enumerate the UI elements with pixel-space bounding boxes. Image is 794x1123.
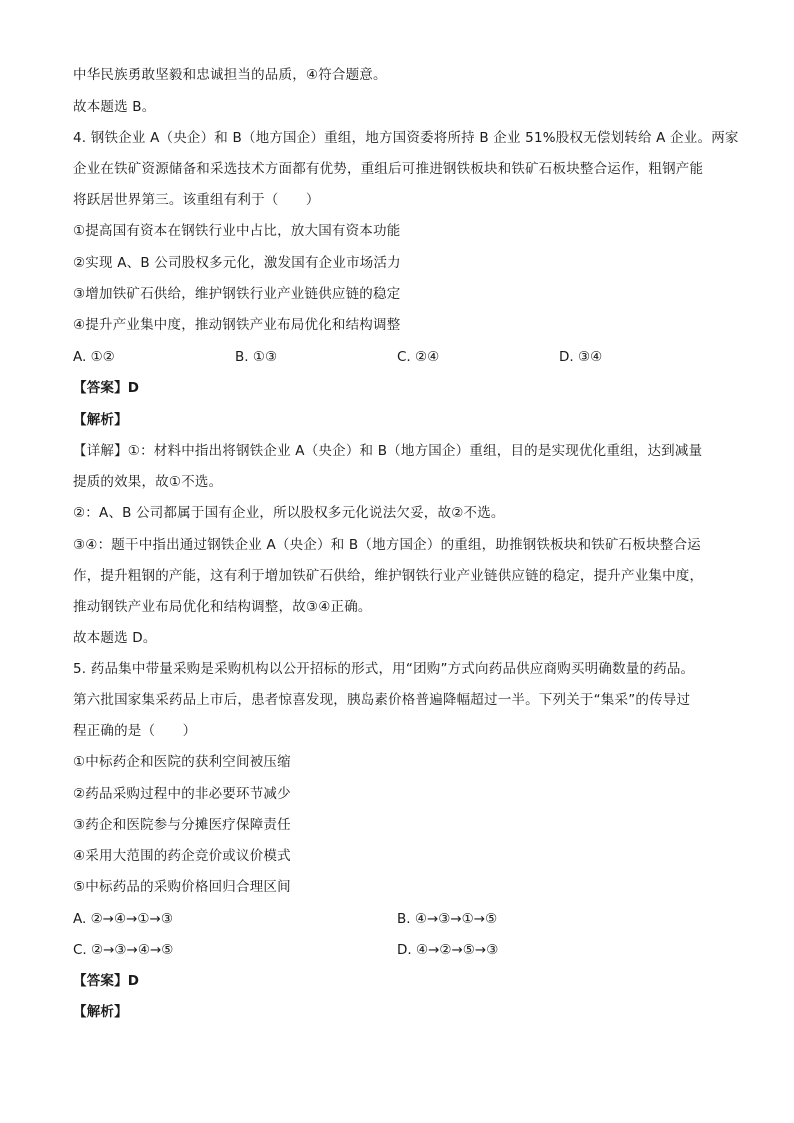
q4-detail-line-7: 故本题选 D。	[73, 630, 157, 646]
q5-option-a: A. ②→④→①→③	[73, 911, 173, 927]
q4-option-d: D. ③④	[559, 349, 603, 365]
q4-detail-line-4: ③④：题干中指出通过钢铁企业 A（央企）和 B（地方国企）的重组，助推钢铁板块和铁矿石板块整合运	[73, 537, 701, 553]
q4-detail-line-1: 【详解】①：材料中指出将钢铁企业 A（央企）和 B（地方国企）重组，目的是实现优化重组，达到减量	[73, 443, 703, 459]
q4-answer: 【答案】D	[73, 380, 140, 396]
top-line-1: 中华民族勇敢坚毅和忠诚担当的品质，④符合题意。	[73, 67, 387, 83]
q5-item-2: ②药品采购过程中的非必要环节减少	[73, 786, 291, 802]
q4-option-b: B. ①③	[235, 349, 278, 365]
q5-item-1: ①中标药企和医院的获利空间被压缩	[73, 754, 291, 770]
q4-detail-line-2: 提质的效果，故①不选。	[73, 474, 223, 490]
q4-analysis-label: 【解析】	[73, 412, 128, 428]
q4-item-2: ②实现 A、B 公司股权多元化，激发国有企业市场活力	[73, 255, 401, 271]
q4-stem-line-1: 4. 钢铁企业 A（央企）和 B（地方国企）重组，地方国资委将所持 B 企业 51%股权无偿划转给 A 企业。两家	[73, 130, 739, 146]
top-line-2: 故本题选 B。	[73, 99, 156, 115]
q5-option-d: D. ④→②→⑤→③	[397, 942, 499, 958]
q4-detail-line-5: 作，提升粗钢的产能，这有利于增加铁矿石供给，维护钢铁行业产业链供应链的稳定，提升产业集中度，	[73, 568, 704, 584]
q5-stem-line-2: 第六批国家集采药品上市后，患者惊喜发现，胰岛素价格普遍降幅超过一半。下列关于“集采”的传导过	[73, 692, 691, 708]
q4-detail-line-6: 推动钢铁产业布局优化和结构调整，故③④正确。	[73, 599, 372, 615]
q5-stem-line-3: 程正确的是（ ）	[73, 723, 197, 739]
q5-item-5: ⑤中标药品的采购价格回归合理区间	[73, 879, 291, 895]
q4-item-1: ①提高国有资本在钢铁行业中占比，放大国有资本功能	[73, 223, 401, 239]
q4-stem-line-2: 企业在铁矿资源储备和采选技术方面都有优势，重组后可推进钢铁板块和铁矿石板块整合运作，粗钢产能	[73, 161, 704, 177]
q4-detail-line-3: ②：A、B 公司都属于国有企业，所以股权多元化说法欠妥，故②不选。	[73, 505, 505, 521]
q5-option-c: C. ②→③→④→⑤	[73, 942, 174, 958]
q5-answer: 【答案】D	[73, 973, 140, 989]
q5-analysis-label: 【解析】	[73, 1004, 128, 1020]
q4-item-4: ④提升产业集中度，推动钢铁产业布局优化和结构调整	[73, 317, 401, 333]
q5-item-3: ③药企和医院参与分摊医疗保障责任	[73, 817, 291, 833]
q4-item-3: ③增加铁矿石供给，维护钢铁行业产业链供应链的稳定	[73, 286, 401, 302]
q5-item-4: ④采用大范围的药企竞价或议价模式	[73, 848, 291, 864]
q5-option-b: B. ④→③→①→⑤	[397, 911, 498, 927]
q4-option-c: C. ②④	[397, 349, 440, 365]
q4-stem-line-3: 将跃居世界第三。该重组有利于（ ）	[73, 192, 320, 208]
q4-option-a: A. ①②	[73, 349, 115, 365]
q5-stem-line-1: 5. 药品集中带量采购是采购机构以公开招标的形式，用“团购”方式向药品供应商购买明确数量的药品。	[73, 661, 695, 677]
